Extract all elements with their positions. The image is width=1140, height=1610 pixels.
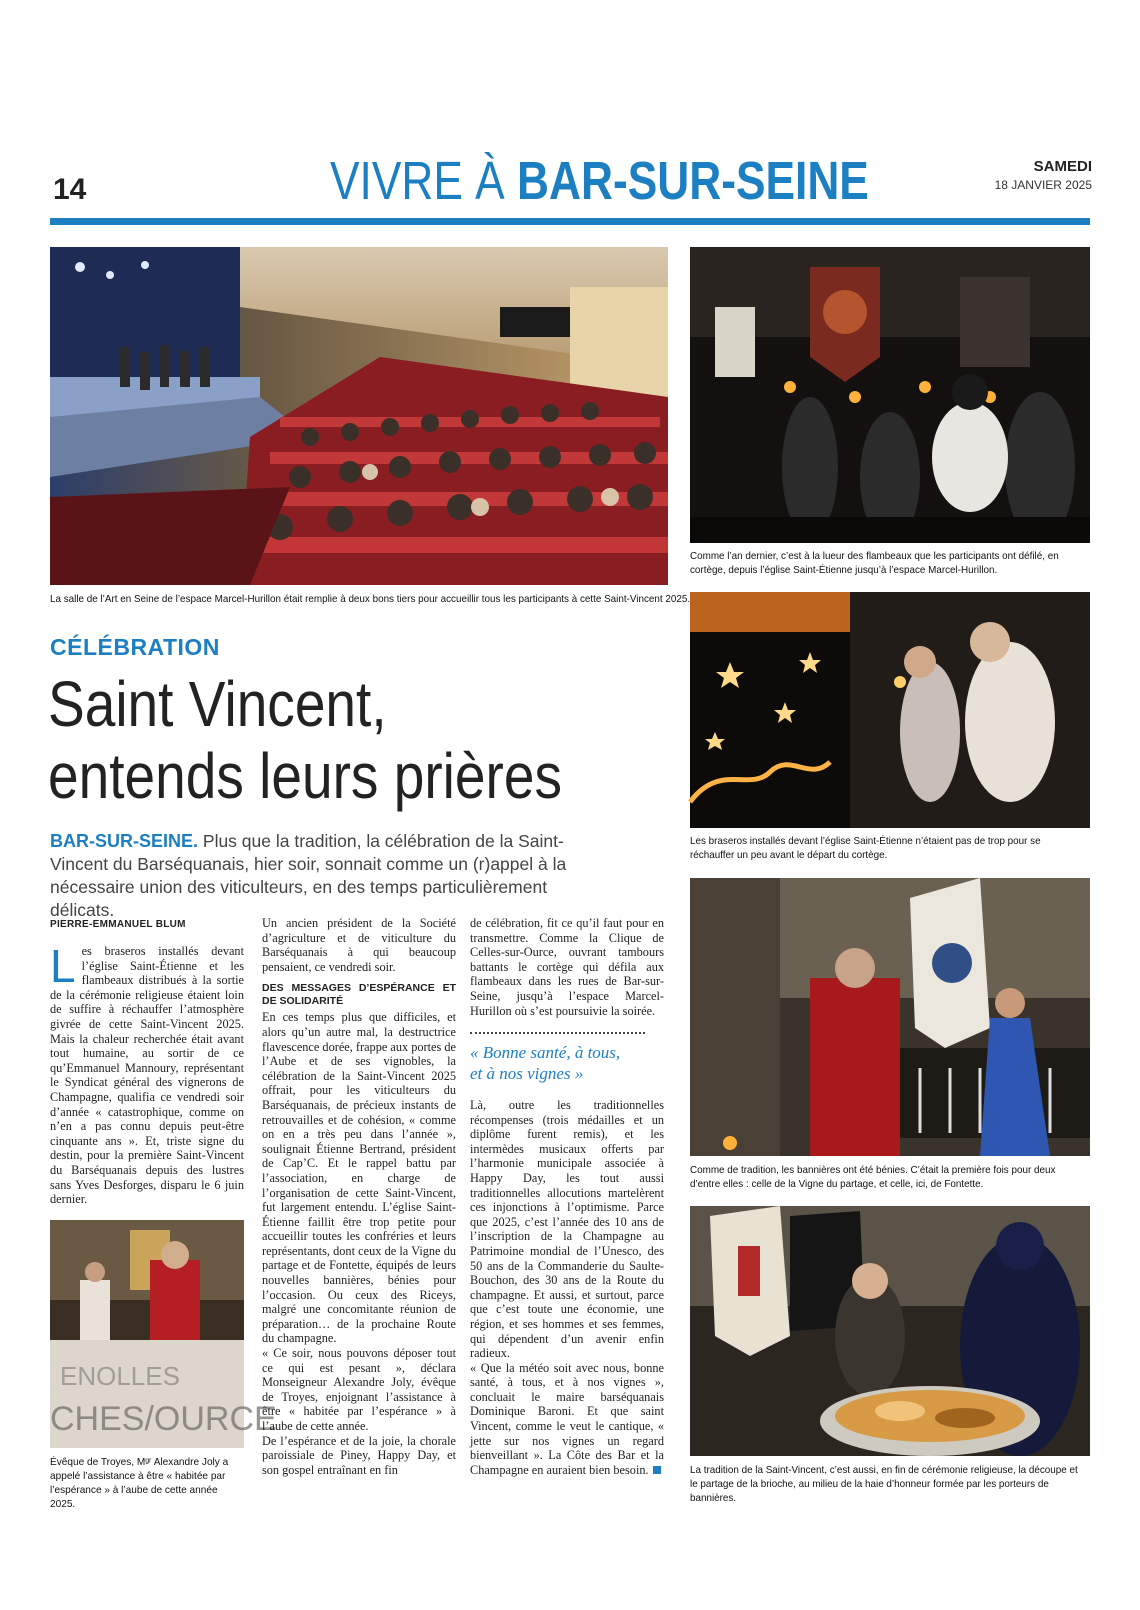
article-column-1 bbox=[50, 940, 244, 1207]
article-column-3-continued bbox=[470, 1098, 664, 1477]
page-number: 14 bbox=[53, 173, 87, 206]
photo-bishop bbox=[50, 1220, 277, 1448]
procession-caption: Comme l’an dernier, c’est à la lueur des flambeaux que les participants ont défilé, en cortège, depuis l’église Saint-Étienne jusqu’à l’espace Marcel-Hurillon. bbox=[690, 550, 1059, 576]
section-title-bold: BAR-SUR-SEINE bbox=[517, 151, 869, 211]
photo-concert-hall bbox=[50, 247, 668, 585]
quote-divider bbox=[470, 1032, 645, 1034]
article-column-3 bbox=[470, 916, 664, 1018]
issue-day: SAMEDI bbox=[1033, 158, 1092, 175]
photo-banner-blessing bbox=[690, 878, 1090, 1156]
article-headline bbox=[48, 668, 581, 812]
issue-date: 18 JANVIER 2025 bbox=[994, 178, 1092, 192]
column-3-paragraph-3: « Que la météo soit avec nous, bonne santé, à tous, et à nos vignes », concluait le maire barséquanais Dominique Baroni. Et que saint Vincent, comme le veut le cantique, « jette sur nos vignes un regard bienveillant ». La Côte des Bar et la Champagne en auraient bien besoin. bbox=[470, 1360, 664, 1477]
pull-quote-line-1: « Bonne santé, à tous, bbox=[470, 1043, 621, 1062]
column-3-paragraph-2: Là, outre les traditionnelles récompenses (trois médailles et un diplôme furent remis), et les intermèdes musicaux offerts par l’harmonie municipale associée à Happy Day, les tout aussi traditionnelles allocutions martelèrent ces injonctions à l’optimisme. Parce que 2025, c’est l’année des 10 ans de l’inscription de la Champagne au Patrimoine mondial de l’Unesco, des 50 ans de la Commanderie du Saulte-Bouchon, des 30 ans de la Route du champagne. Et aussi, et surtout, parce que c’est toute une économie, une région, et ses hommes et ses femmes, qui dépendent d’un avenir enfin radieux. bbox=[470, 1098, 664, 1361]
column-2-paragraph-3: « Ce soir, nous pouvons déposer tout ce qui est pesant », déclara Monseigneur Alexandre Joly, évêque de Troyes, enjoignant l’assistance à être « habitée par l’espérance » à l’aube de cette année. bbox=[262, 1346, 456, 1433]
svg-text:CHES/OURCE: CHES/OURCE bbox=[50, 1400, 277, 1438]
svg-text:ENOLLES: ENOLLES bbox=[60, 1361, 180, 1391]
photo-brioche-sharing bbox=[690, 1206, 1090, 1456]
column-1-paragraph: es braseros installés devant l’église Saint-Étienne et les flambeaux distribués à la sortie de la cérémonie religieuse étaient loin de suffire à réchauffer l’atmosphère givrée de cette Saint-Vincent 2025. Mais la chaleur recherchée était avant tout humaine, au sortir de ce qu’Emmanuel Mannoury, représentant le Syndicat général des vignerons de Champagne, qualifia ce vendredi soir d’année « catastrophique, comme on n’en a pas connu depuis peut-être cinquante ans ». Et, triste signe du destin, pour la première Saint-Vincent du Barséquanais depuis des lustres sans Yves Desforges, disparu le 6 juin dernier. bbox=[50, 944, 244, 1207]
pull-quote-line-2: et à nos vignes » bbox=[470, 1064, 584, 1083]
lead-text: Plus que la tradition, la célébration de la Saint-Vincent du Barséquanais, hier soir, sonnait comme un (r)appel à la nécessaire union des viticulteurs, en des temps particulièrement délicats. bbox=[50, 831, 567, 920]
pull-quote bbox=[470, 1042, 650, 1084]
brioche-caption: La tradition de la Saint-Vincent, c’est aussi, en fin de cérémonie religieuse, la découpe et le partage de la brioche, au milieu de la haie d’honneur formée par les porteurs de bannières. bbox=[690, 1464, 1078, 1504]
main-photo-caption bbox=[50, 592, 691, 606]
main-photo-caption-text: La salle de l’Art en Seine de l’espace Marcel-Hurillon était remplie à deux bons tiers pour accueillir tous les participants à cette Saint-Vincent 2025. bbox=[50, 593, 691, 605]
drop-cap: L bbox=[50, 940, 76, 992]
section-masthead bbox=[330, 150, 869, 220]
header-rule bbox=[50, 218, 1090, 225]
column-2-paragraph-4: De l’espérance et de la joie, la chorale paroissiale de Piney, Happy Day, et son gospel entraînant en fin bbox=[262, 1433, 456, 1477]
photo-braseros bbox=[690, 592, 1090, 828]
banners-caption: Comme de tradition, les bannières ont été bénies. C’était la première fois pour deux d’entre elles : celle de la Vigne du partage, et celle, ici, de Fontette. bbox=[690, 1164, 1056, 1190]
photo-torch-procession bbox=[690, 247, 1090, 543]
article-lead bbox=[50, 830, 610, 922]
end-of-article-mark bbox=[653, 1466, 661, 1474]
column-3-paragraph-1: de célébration, fit ce qu’il faut pour en transmettre. Comme la Clique de Celles-sur-Ource, ouvrant tambours battants le cortège qui défila aux flambeaux dans les rues de Bar-sur-Seine, jusqu’à l’espace Marcel-Hurillon où s’est poursuivie la soirée. bbox=[470, 916, 664, 1018]
braseros-caption: Les braseros installés devant l’église Saint-Étienne n’étaient pas de trop pour se réchauffer un peu avant le départ du cortège. bbox=[690, 835, 1041, 861]
bishop-caption: Évêque de Troyes, Mᵍʳ Alexandre Joly a appelé l’assistance à être « habitée par l’espérance » à l’aube de cette année 2025. bbox=[50, 1456, 229, 1510]
article-byline: PIERRE-EMMANUEL BLUM bbox=[50, 919, 186, 930]
section-title-light: VIVRE À bbox=[330, 151, 505, 211]
article-kicker: CÉLÉBRATION bbox=[50, 634, 220, 660]
article-subheading: DES MESSAGES D’ESPÉRANCE ET DE SOLIDARITÉ bbox=[262, 982, 456, 1008]
article-column-2 bbox=[262, 916, 456, 1477]
column-2-paragraph-2: En ces temps plus que difficiles, et alors qu’un autre mal, la destructrice flavescence dorée, frappe aux portes de l’Aube et de ses vignobles, la célébration de la Saint-Vincent 2025 offrait, pour les viticulteurs du Barséquanais, de précieux instants de retrouvailles et de cohésion, « comme on en a très peu dans l’année », soulignait Étienne Bertrand, président de Cap’C. Et le rappel battu par l’association, en charge de l’organisation de cette Saint-Vincent, fut largement entendu. L’église Saint-Étienne faillit être trop petite pour accueillir toutes les confréries et leurs représentants, dont ceux de la Vigne du partage et de Fontette, équipés de leurs nouvelles bannières, bénies pour l’occasion. Ou ceux des Riceys, malgré une concomitante réunion de préparation… de la prochaine Route du champagne. bbox=[262, 1010, 456, 1346]
lead-dateline: BAR-SUR-SEINE. bbox=[50, 831, 199, 851]
headline-line-2: entends leurs prières bbox=[48, 740, 562, 812]
headline-line-1: Saint Vincent, bbox=[48, 668, 387, 740]
column-2-paragraph-1: Un ancien président de la Société d’agriculture et de viticulture du Barséquanais à qui beaucoup pensaient, ce vendredi soir. bbox=[262, 916, 456, 974]
